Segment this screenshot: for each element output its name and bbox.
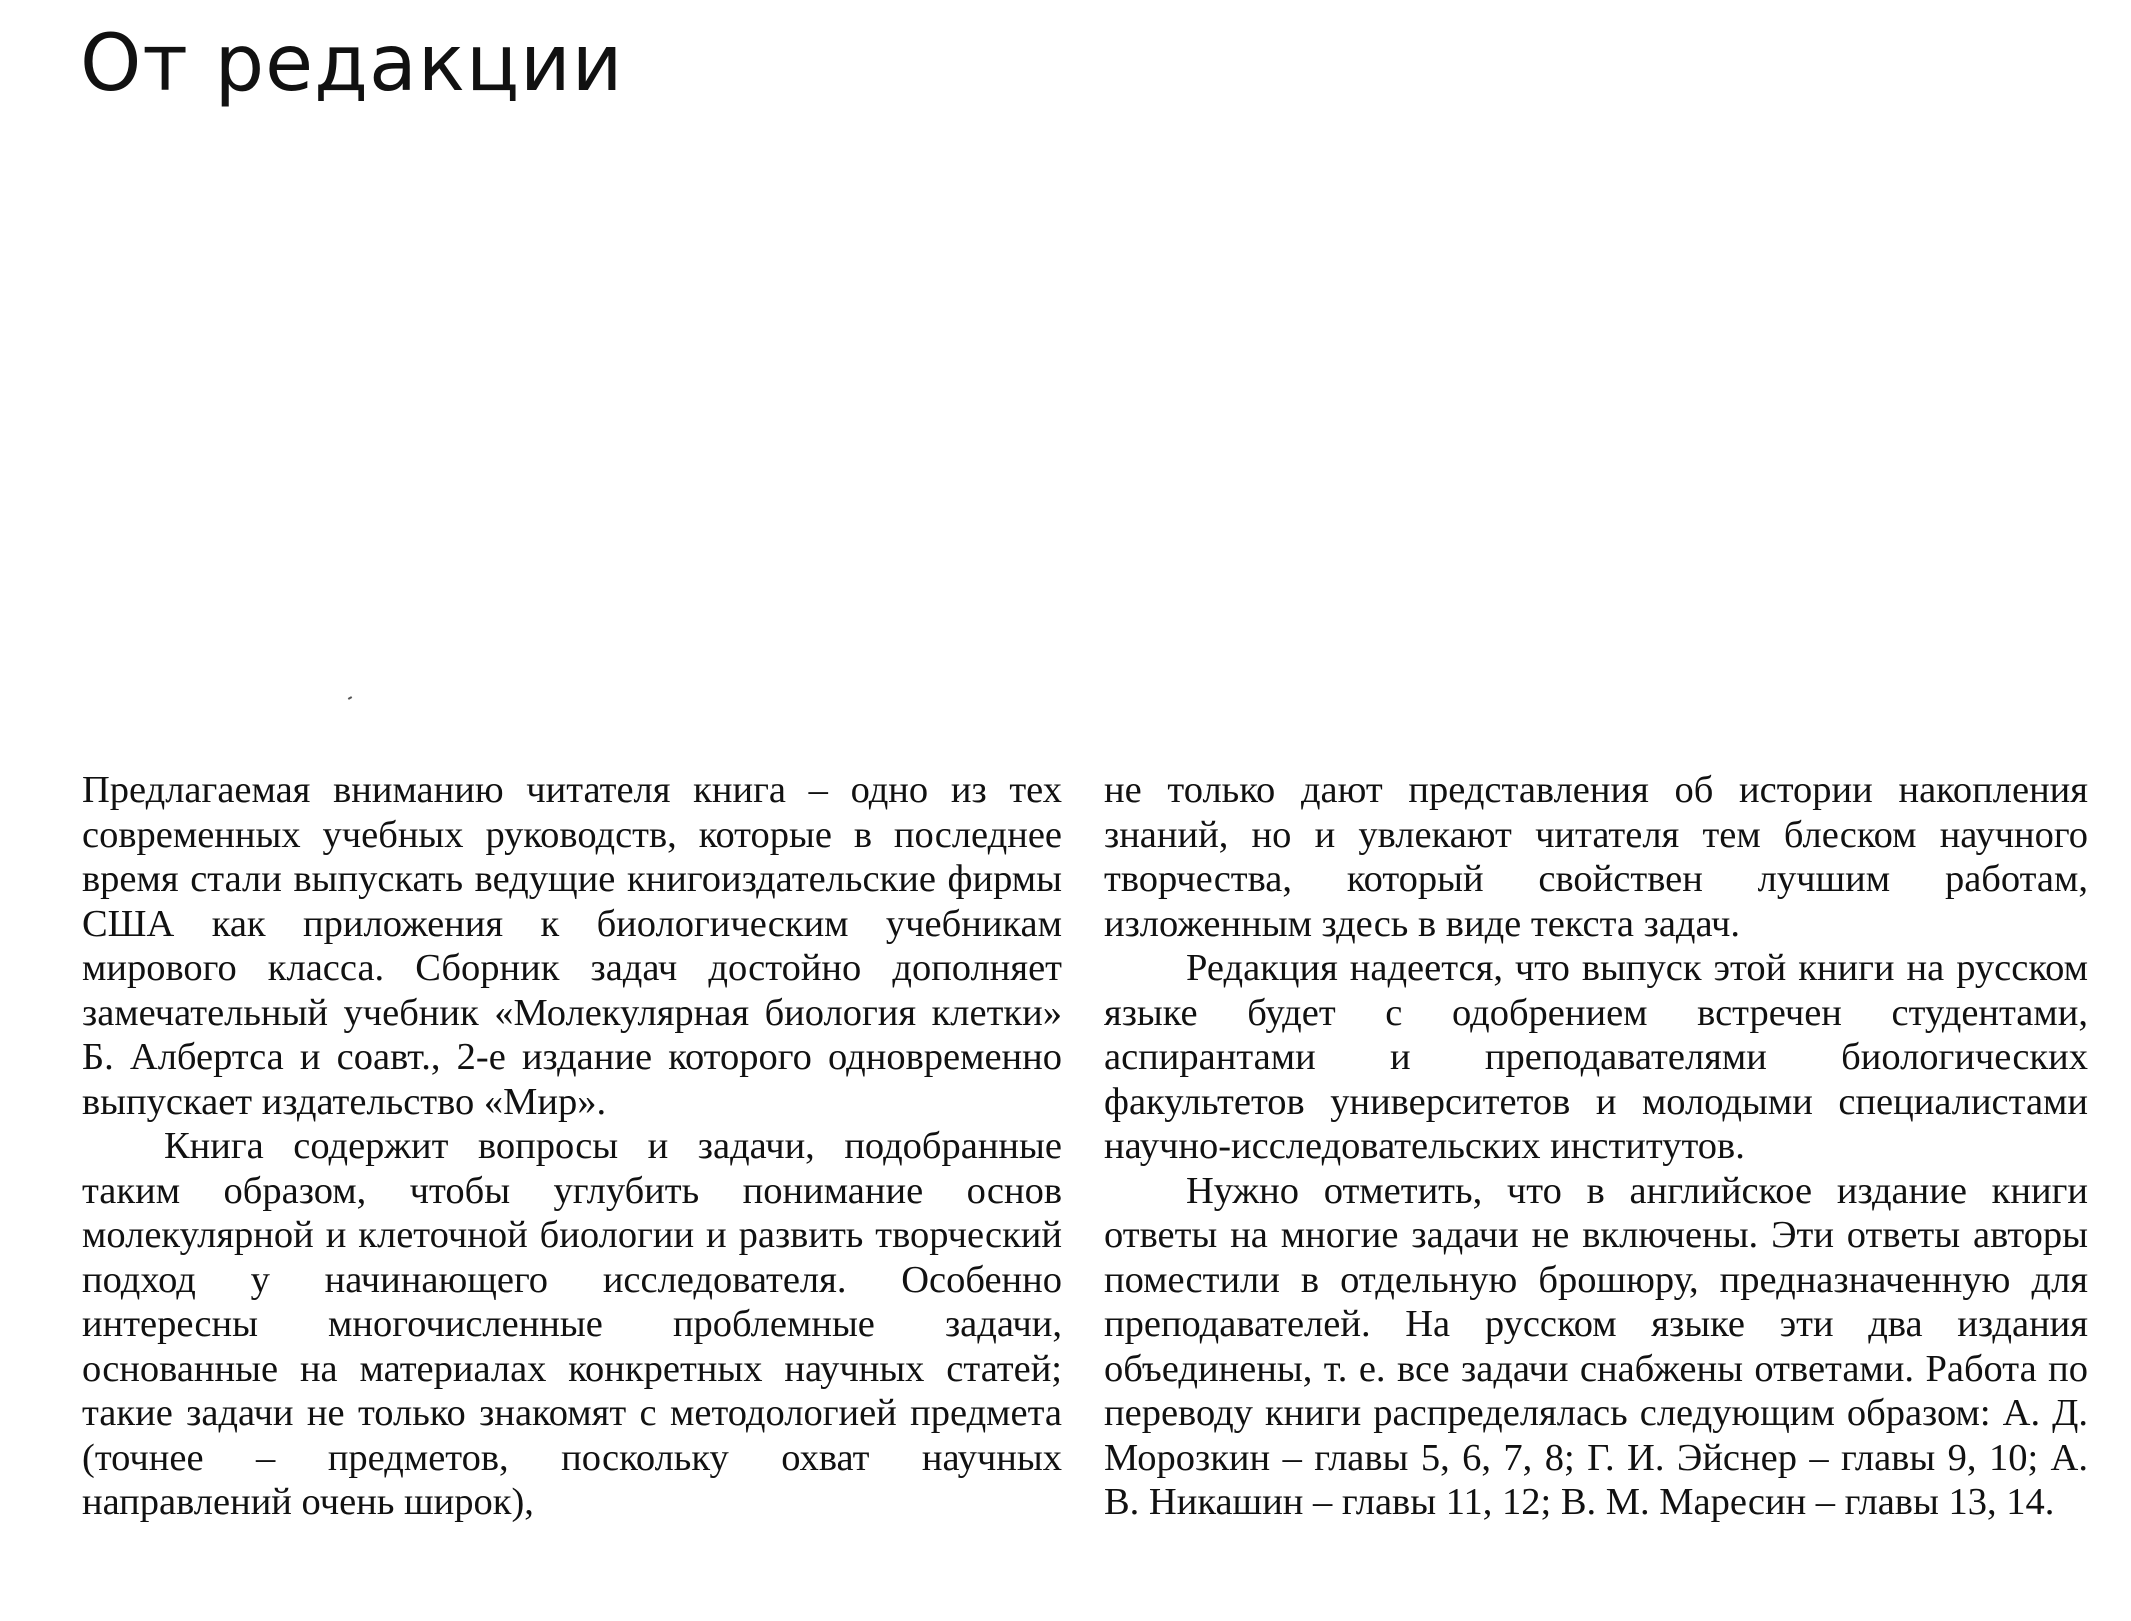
scan-speck xyxy=(348,696,352,700)
paragraph-book-contents: Книга содержит вопросы и задачи, подобранные таким образом, чтобы углубить понимание основ молекулярной и клеточной биологии и развить творческий подход у начинающего исследователя. Особенно интересны многочисленные проблемные задачи, основанные на материалах конкретных научных статей; такие задачи не только знакомят с методологией предмета (точнее – предметов, поскольку охват научных направлений очень широк), xyxy=(82,1125,1062,1523)
paragraph-translation-credits: Нужно отметить, что в английское издание книги ответы на многие задачи не включены. Эти ответы авторы поместили в отдельную брошюру, предназначенную для преподавателей. На русском языке эти два издания объединены, т. е. все задачи снабжены ответами. Работа по переводу книги распределялась следующим образом: А. Д. Морозкин – главы 5, 6, 7, 8; Г. И. Эйснер – главы 9, 10; А. В. Никашин – главы 11, 12; В. М. Маресин – главы 13, 14. xyxy=(1104,1169,2088,1523)
right-text-column xyxy=(1104,768,2088,1525)
left-text-column xyxy=(82,768,1062,1525)
paragraph-intro: Предлагаемая вниманию читателя книга – одно из тех современных учебных руководств, которые в последнее время стали выпускать ведущие книгоиздательские фирмы США как приложения к биологическим учебникам мирового класса. Сборник задач достойно дополняет замечательный учебник «Молекулярная биология клетки» Б. Албертса и соавт., 2-е издание которого одновременно выпускает издательство «Мир». xyxy=(82,769,1062,1123)
paragraph-editorial-hope: Редакция надеется, что выпуск этой книги на русском языке будет с одобрением встречен студентами, аспирантами и преподавателями биологических факультетов университетов и молодыми специалистами научно-исследовательских институтов. xyxy=(1104,947,2088,1167)
page-title: От редакции xyxy=(80,19,624,109)
paragraph-continuation: не только дают представления об истории накопления знаний, но и увлекают читателя тем блеском научного творчества, который свойствен лучшим работам, изложенным здесь в виде текста задач. xyxy=(1104,769,2088,945)
